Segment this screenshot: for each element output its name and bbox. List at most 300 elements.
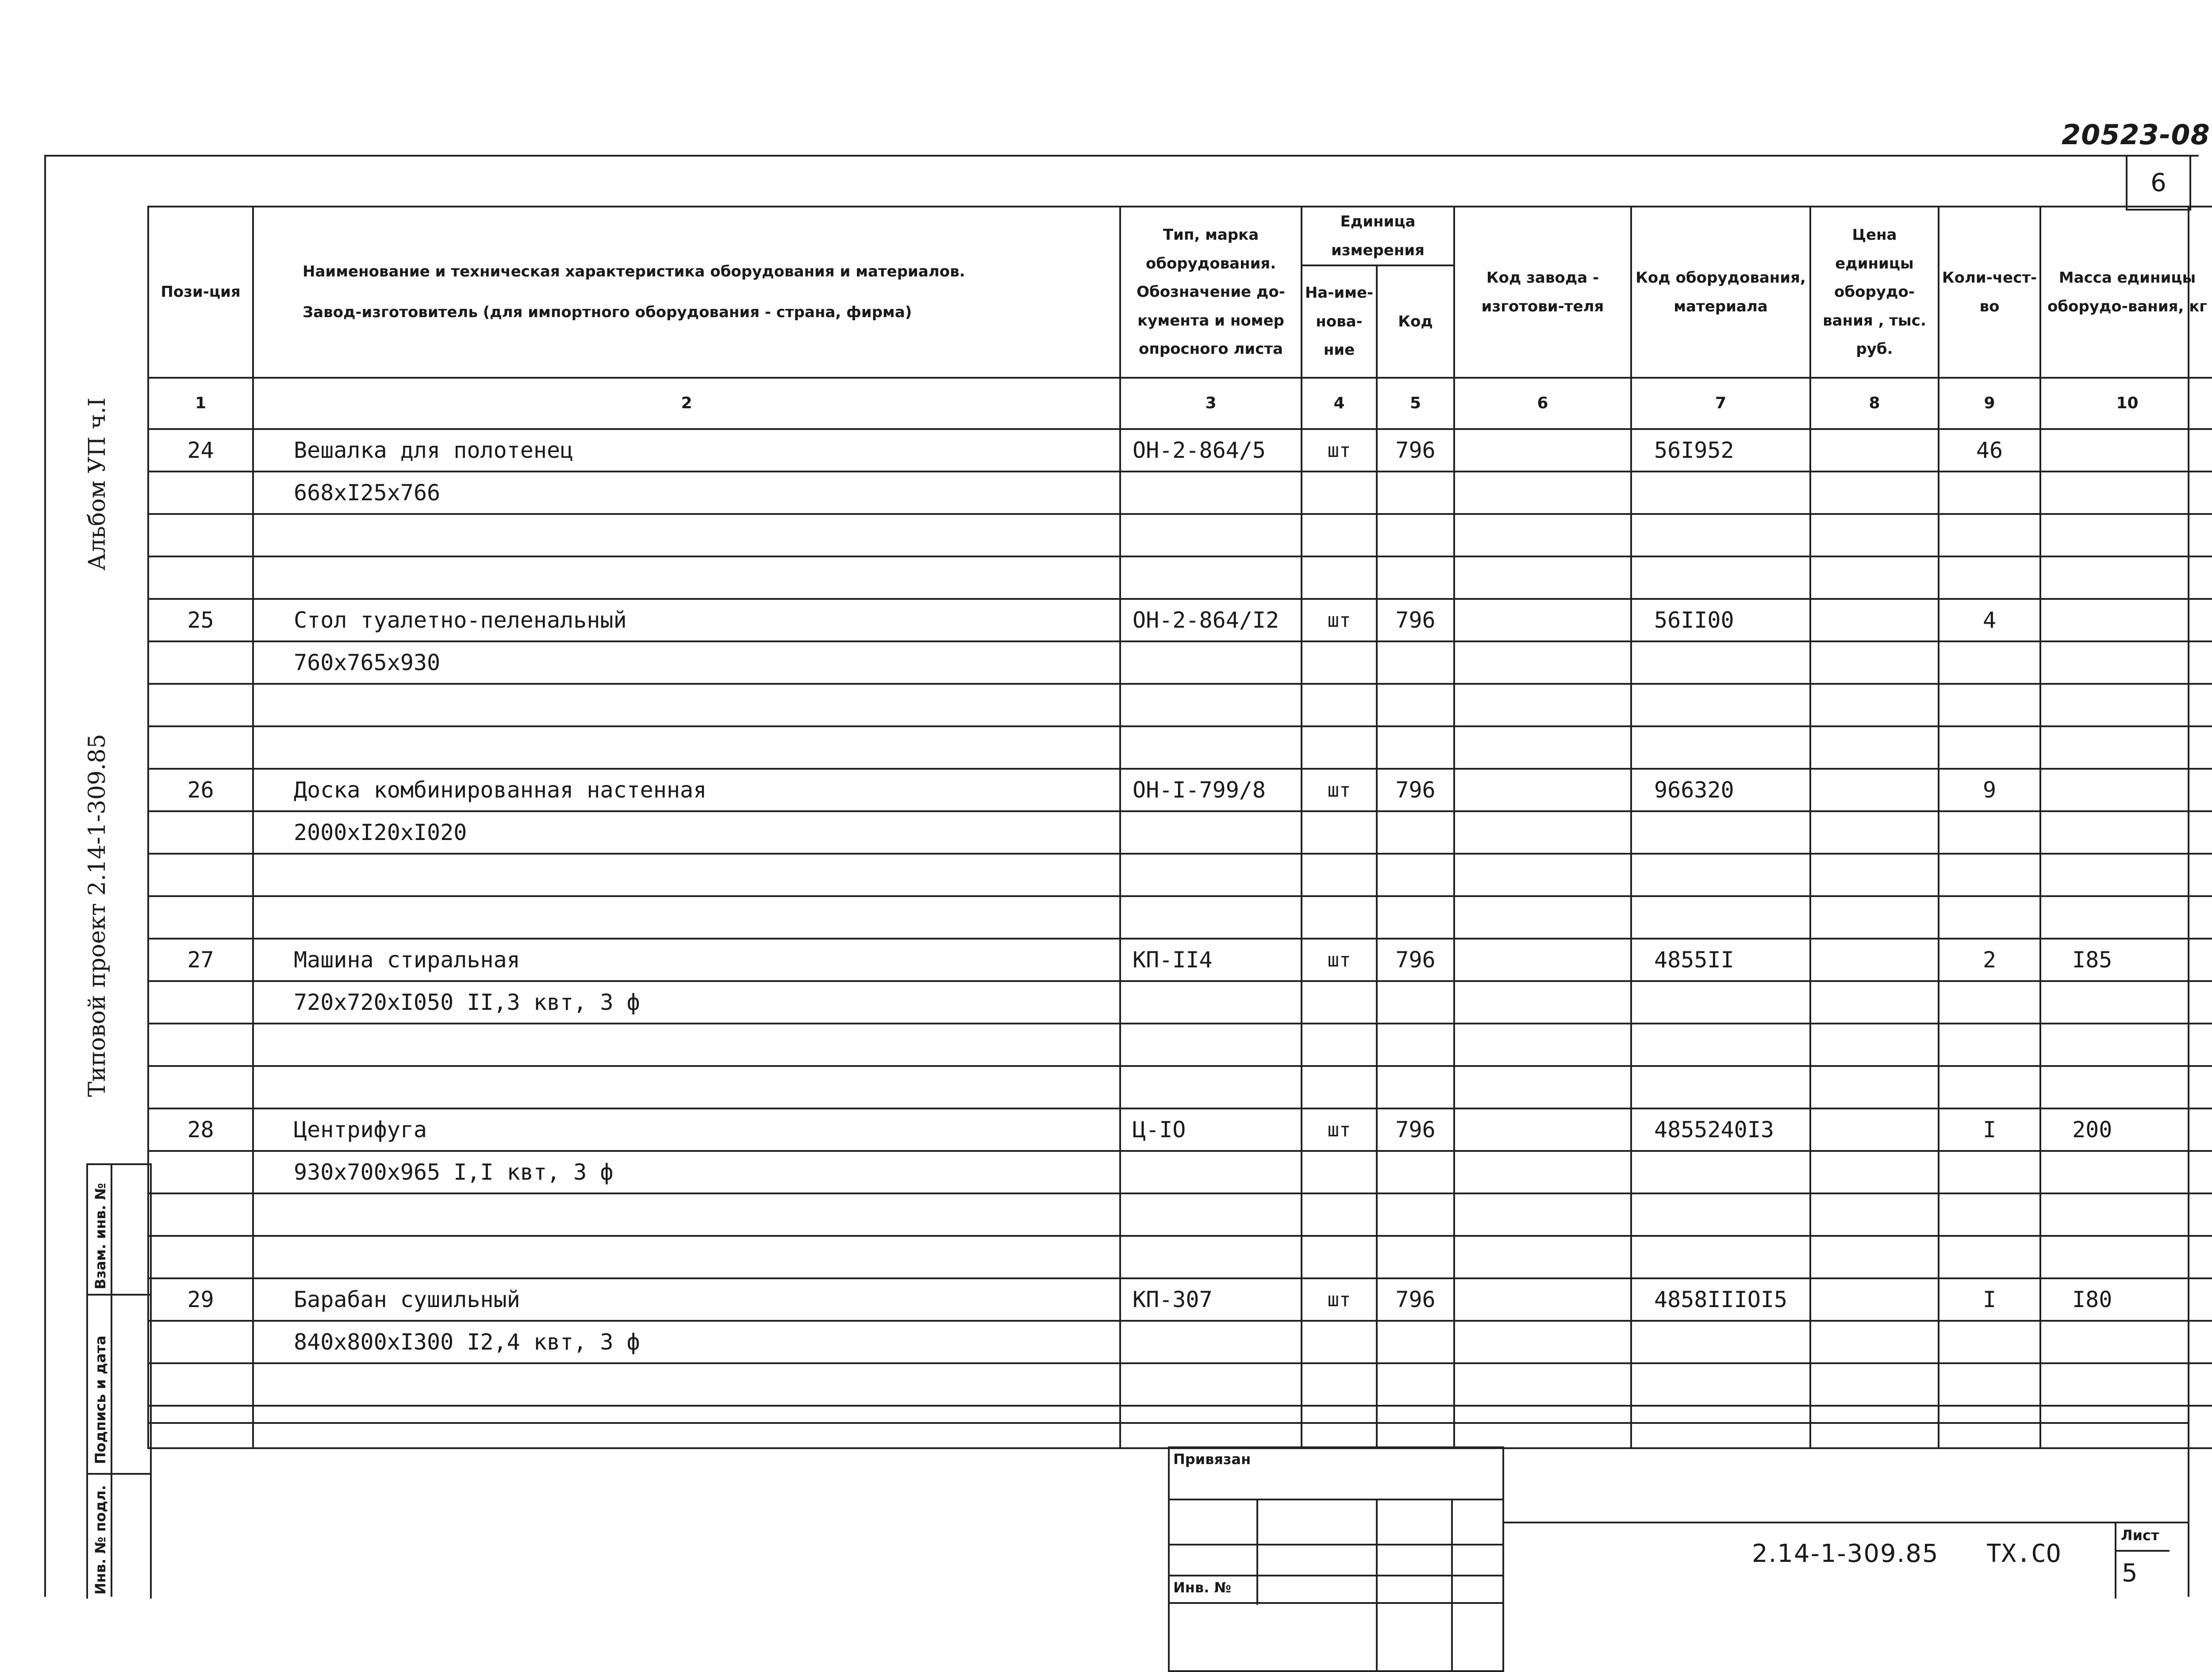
empty-cell: [253, 726, 1120, 769]
empty-cell: [1302, 684, 1377, 726]
empty-cell: [1302, 641, 1377, 684]
empty-cell: [1939, 1151, 2040, 1193]
empty-cell: [1454, 1066, 1631, 1108]
empty-cell: [2040, 981, 2212, 1024]
empty-cell: [1120, 811, 1302, 854]
col-num-6: 6: [1454, 378, 1631, 429]
table-row-empty: [148, 684, 2212, 726]
empty-cell: [1377, 1193, 1454, 1236]
factory-code-cell: [1454, 1278, 1631, 1321]
empty-cell: [1120, 556, 1302, 599]
empty-cell: [1631, 1151, 1810, 1193]
stamp-outer: [1168, 1446, 1504, 1672]
empty-cell: [1377, 1363, 1454, 1406]
empty-cell: [1302, 514, 1377, 556]
empty-cell: [253, 1236, 1120, 1278]
empty-cell: [1939, 1406, 2040, 1448]
empty-cell: [148, 1406, 253, 1448]
header-quantity: Коли-чест-во: [1939, 207, 2040, 378]
position-cell: 28: [148, 1108, 253, 1151]
col-num-2: 2: [253, 378, 1120, 429]
empty-cell: [1454, 556, 1631, 599]
empty-cell: [148, 854, 253, 896]
album-label: Альбом УП ч.I: [84, 397, 111, 571]
empty-cell: [1631, 1193, 1810, 1236]
sheet-number-box: [2115, 1522, 2170, 1599]
header-unit: Единица измерения: [1302, 207, 1454, 265]
position-cell: 26: [148, 769, 253, 811]
empty-cell: [1454, 514, 1631, 556]
empty-cell: [2040, 1066, 2212, 1108]
empty-cell: [1454, 726, 1631, 769]
header-equipment-code: Код оборудования, материала: [1631, 207, 1810, 378]
frame-top-line: [44, 155, 2199, 157]
empty-cell: [148, 726, 253, 769]
empty-cell: [253, 854, 1120, 896]
price-cell: [1810, 1278, 1939, 1321]
empty-cell: [253, 1363, 1120, 1406]
unit-cell: шт: [1302, 1278, 1377, 1321]
empty-cell: [1810, 726, 1939, 769]
empty-cell: [1120, 1193, 1302, 1236]
header-name-sub: Завод-изготовитель (для импортного оборудования - страна, фирма): [303, 303, 912, 321]
empty-cell: [1810, 684, 1939, 726]
empty-cell: [1939, 641, 2040, 684]
empty-cell: [148, 472, 253, 514]
empty-cell: [253, 1024, 1120, 1066]
empty-cell: [1939, 1066, 2040, 1108]
empty-cell: [1302, 811, 1377, 854]
unit-cell: шт: [1302, 599, 1377, 641]
name-cell: Центрифуга: [253, 1108, 1120, 1151]
table-row-spec: [148, 1151, 2212, 1193]
empty-cell: [1939, 726, 2040, 769]
empty-cell: [1302, 854, 1377, 896]
equipment-code-cell: 4855II: [1631, 939, 1810, 981]
stamp-inv-no: Инв. №: [1173, 1579, 1231, 1596]
empty-cell: [1810, 1406, 1939, 1448]
type-cell: КП-II4: [1120, 939, 1302, 981]
empty-cell: [2040, 896, 2212, 939]
mass-cell: I80: [2040, 1278, 2212, 1321]
equipment-code-cell: 56II00: [1631, 599, 1810, 641]
empty-cell: [1810, 896, 1939, 939]
empty-cell: [1631, 896, 1810, 939]
name-cell: Машина стиральная: [253, 939, 1120, 981]
col-num-7: 7: [1631, 378, 1810, 429]
empty-cell: [253, 684, 1120, 726]
col-num-4: 4: [1302, 378, 1377, 429]
empty-cell: [1302, 1066, 1377, 1108]
quantity-cell: 2: [1939, 939, 2040, 981]
table-row-empty: [148, 1406, 2212, 1448]
price-cell: [1810, 939, 1939, 981]
empty-cell: [1377, 1066, 1454, 1108]
empty-cell: [1810, 641, 1939, 684]
name-cell: Вешалка для полотенец: [253, 429, 1120, 472]
empty-cell: [1377, 472, 1454, 514]
empty-cell: [253, 556, 1120, 599]
stamp-vline-2: [1376, 1499, 1378, 1672]
empty-cell: [1810, 1151, 1939, 1193]
empty-cell: [1454, 641, 1631, 684]
empty-cell: [1377, 896, 1454, 939]
equipment-spec-table: [147, 206, 2212, 1449]
table-row-spec: [148, 1321, 2212, 1363]
empty-cell: [1939, 1363, 2040, 1406]
factory-code-cell: [1454, 939, 1631, 981]
unit-code-cell: 796: [1377, 1108, 1454, 1151]
document-code: 2.14-1-309.85: [1752, 1539, 1939, 1568]
empty-cell: [1631, 641, 1810, 684]
empty-cell: [1120, 726, 1302, 769]
empty-cell: [1454, 854, 1631, 896]
table-row-empty: [148, 896, 2212, 939]
empty-cell: [1302, 1406, 1377, 1448]
empty-cell: [1939, 1236, 2040, 1278]
empty-cell: [1810, 1193, 1939, 1236]
table-row-empty: [148, 1363, 2212, 1406]
empty-cell: [148, 556, 253, 599]
empty-cell: [1939, 896, 2040, 939]
side-stamp-divider: [111, 1163, 112, 1597]
empty-cell: [148, 1321, 253, 1363]
sheet-label: Лист: [2121, 1527, 2159, 1544]
table-row-empty: [148, 1193, 2212, 1236]
mass-cell: 200: [2040, 1108, 2212, 1151]
stamp-vline-1: [1256, 1499, 1258, 1605]
empty-cell: [1631, 556, 1810, 599]
empty-cell: [148, 1024, 253, 1066]
table-row-empty: [148, 1066, 2212, 1108]
empty-cell: [1939, 1193, 2040, 1236]
empty-cell: [1302, 1321, 1377, 1363]
type-cell: Ц-IO: [1120, 1108, 1302, 1151]
empty-cell: [253, 1406, 1120, 1448]
podpis-data-label: Подпись и дата: [92, 1335, 109, 1464]
factory-code-cell: [1454, 599, 1631, 641]
name-cell: Стол туалетно-пеленальный: [253, 599, 1120, 641]
empty-cell: [1120, 1024, 1302, 1066]
table-row-empty: [148, 514, 2212, 556]
empty-cell: [1810, 981, 1939, 1024]
empty-cell: [1302, 556, 1377, 599]
empty-cell: [148, 1193, 253, 1236]
empty-cell: [1810, 556, 1939, 599]
empty-cell: [1377, 854, 1454, 896]
table-row: [148, 1278, 2212, 1321]
empty-cell: [1302, 1363, 1377, 1406]
table-row: [148, 939, 2212, 981]
table-row-empty: [148, 1236, 2212, 1278]
type-cell: КП-307: [1120, 1278, 1302, 1321]
unit-cell: шт: [1302, 429, 1377, 472]
table-header-row: [148, 207, 2212, 265]
table-row: [148, 599, 2212, 641]
type-cell: ОН-I-799/8: [1120, 769, 1302, 811]
empty-cell: [1377, 981, 1454, 1024]
empty-cell: [1454, 1321, 1631, 1363]
equipment-code-cell: 56I952: [1631, 429, 1810, 472]
position-cell: 29: [148, 1278, 253, 1321]
empty-cell: [2040, 556, 2212, 599]
dimensions-cell: 668xI25x766: [253, 472, 1120, 514]
type-cell: ОН-2-864/I2: [1120, 599, 1302, 641]
empty-cell: [1454, 684, 1631, 726]
empty-cell: [1810, 1236, 1939, 1278]
stamp-vline-3: [1451, 1499, 1453, 1672]
factory-code-cell: [1454, 429, 1631, 472]
empty-cell: [1631, 1406, 1810, 1448]
empty-cell: [1302, 896, 1377, 939]
empty-cell: [1377, 556, 1454, 599]
empty-cell: [1377, 1321, 1454, 1363]
empty-cell: [1631, 811, 1810, 854]
empty-cell: [1120, 514, 1302, 556]
table-row: [148, 1108, 2212, 1151]
unit-code-cell: 796: [1377, 769, 1454, 811]
document-mark: ТХ.СО: [1986, 1539, 2061, 1568]
stamp-line-1: [1168, 1499, 1504, 1500]
empty-cell: [1454, 1363, 1631, 1406]
empty-cell: [253, 514, 1120, 556]
equipment-code-cell: 4855240I3: [1631, 1108, 1810, 1151]
factory-code-cell: [1454, 1108, 1631, 1151]
empty-cell: [1939, 514, 2040, 556]
empty-cell: [1120, 472, 1302, 514]
empty-cell: [2040, 1236, 2212, 1278]
empty-cell: [253, 896, 1120, 939]
empty-cell: [2040, 472, 2212, 514]
mass-cell: [2040, 769, 2212, 811]
unit-cell: шт: [1302, 769, 1377, 811]
quantity-cell: 4: [1939, 599, 2040, 641]
empty-cell: [1939, 556, 2040, 599]
empty-cell: [1120, 1406, 1302, 1448]
col-num-10: 10: [2040, 378, 2212, 429]
header-price: Цена единицы оборудо-вания , тыс. руб.: [1810, 207, 1939, 378]
sheet-number: 5: [2122, 1559, 2138, 1588]
quantity-cell: I: [1939, 1278, 2040, 1321]
table-row-spec: [148, 472, 2212, 514]
table-row-empty: [148, 726, 2212, 769]
empty-cell: [2040, 1406, 2212, 1448]
empty-cell: [1120, 641, 1302, 684]
empty-cell: [1939, 1024, 2040, 1066]
unit-cell: шт: [1302, 939, 1377, 981]
empty-cell: [1939, 811, 2040, 854]
quantity-cell: 46: [1939, 429, 2040, 472]
empty-cell: [1120, 1363, 1302, 1406]
empty-cell: [1302, 1024, 1377, 1066]
header-name-main: Наименование и техническая характеристика оборудования и материалов.: [303, 262, 965, 280]
page-number-box: [2126, 155, 2191, 211]
empty-cell: [2040, 1193, 2212, 1236]
empty-cell: [148, 1363, 253, 1406]
stamp-box: [1168, 1446, 1504, 1672]
empty-cell: [2040, 811, 2212, 854]
table-body: [148, 429, 2212, 1448]
empty-cell: [1120, 981, 1302, 1024]
table-row-spec: [148, 811, 2212, 854]
empty-cell: [1810, 1024, 1939, 1066]
empty-cell: [1302, 1151, 1377, 1193]
position-cell: 25: [148, 599, 253, 641]
empty-cell: [1120, 684, 1302, 726]
page-number: 6: [2151, 168, 2166, 197]
empty-cell: [1631, 726, 1810, 769]
empty-cell: [1810, 472, 1939, 514]
header-unit-name: На-име-нова-ние: [1302, 265, 1377, 378]
empty-cell: [1939, 684, 2040, 726]
empty-cell: [1120, 1236, 1302, 1278]
empty-cell: [1631, 854, 1810, 896]
name-cell: Барабан сушильный: [253, 1278, 1120, 1321]
stamp-line-3: [1168, 1575, 1504, 1576]
table-row-spec: [148, 981, 2212, 1024]
empty-cell: [1631, 981, 1810, 1024]
empty-cell: [1631, 1066, 1810, 1108]
side-stamp-line-1: [86, 1294, 150, 1296]
empty-cell: [1454, 1236, 1631, 1278]
empty-cell: [148, 684, 253, 726]
table-row: [148, 769, 2212, 811]
header-position: Пози-ция: [148, 207, 253, 378]
table-row: [148, 429, 2212, 472]
header-mass: Масса единицы оборудо-вания, кг: [2040, 207, 2212, 378]
empty-cell: [148, 641, 253, 684]
empty-cell: [1120, 1151, 1302, 1193]
empty-cell: [1302, 472, 1377, 514]
empty-cell: [148, 981, 253, 1024]
header-factory-code: Код завода - изготови-теля: [1454, 207, 1631, 378]
empty-cell: [1377, 726, 1454, 769]
empty-cell: [1454, 896, 1631, 939]
unit-cell: шт: [1302, 1108, 1377, 1151]
table-row-spec: [148, 641, 2212, 684]
table-bottom-line: [147, 1422, 2188, 1424]
empty-cell: [1631, 1321, 1810, 1363]
empty-cell: [1631, 1024, 1810, 1066]
empty-cell: [1377, 811, 1454, 854]
header-unit-code: Код: [1377, 265, 1454, 378]
empty-cell: [1631, 684, 1810, 726]
empty-cell: [1377, 514, 1454, 556]
table-row-empty: [148, 854, 2212, 896]
project-label: Типовой проект 2.14-1-309.85: [84, 734, 111, 1097]
empty-cell: [1631, 472, 1810, 514]
empty-cell: [1377, 1024, 1454, 1066]
col-num-9: 9: [1939, 378, 2040, 429]
dimensions-cell: 760x765x930: [253, 641, 1120, 684]
stamp-line-4: [1168, 1602, 1504, 1604]
price-cell: [1810, 1108, 1939, 1151]
equipment-code-cell: 4858IIIOI5: [1631, 1278, 1810, 1321]
empty-cell: [1377, 1236, 1454, 1278]
empty-cell: [1302, 1236, 1377, 1278]
empty-cell: [2040, 1321, 2212, 1363]
table-row-empty: [148, 1024, 2212, 1066]
frame-left-line: [44, 155, 46, 1597]
empty-cell: [148, 514, 253, 556]
factory-code-cell: [1454, 769, 1631, 811]
empty-cell: [1454, 1024, 1631, 1066]
empty-cell: [1120, 896, 1302, 939]
empty-cell: [1810, 854, 1939, 896]
empty-cell: [1939, 981, 2040, 1024]
empty-cell: [1810, 514, 1939, 556]
empty-cell: [1120, 854, 1302, 896]
unit-code-cell: 796: [1377, 599, 1454, 641]
empty-cell: [1631, 514, 1810, 556]
equipment-code-cell: 966320: [1631, 769, 1810, 811]
quantity-cell: 9: [1939, 769, 2040, 811]
empty-cell: [148, 811, 253, 854]
empty-cell: [2040, 1151, 2212, 1193]
stamp-privyazan: Привязан: [1173, 1451, 1251, 1468]
column-number-row: [148, 378, 2212, 429]
empty-cell: [148, 896, 253, 939]
empty-cell: [1939, 854, 2040, 896]
type-cell: ОН-2-864/5: [1120, 429, 1302, 472]
empty-cell: [1939, 472, 2040, 514]
empty-cell: [1454, 981, 1631, 1024]
empty-cell: [1810, 1066, 1939, 1108]
sheet-code: 20523-08: [2062, 119, 2210, 151]
empty-cell: [2040, 684, 2212, 726]
header-type: Тип, марка оборудования. Обозначение до-кумента и номер опросного листа: [1120, 207, 1302, 378]
empty-cell: [1454, 472, 1631, 514]
name-cell: Доска комбинированная настенная: [253, 769, 1120, 811]
empty-cell: [148, 1236, 253, 1278]
unit-code-cell: 796: [1377, 1278, 1454, 1321]
empty-cell: [2040, 641, 2212, 684]
dimensions-cell: 2000xI20xI020: [253, 811, 1120, 854]
col-num-5: 5: [1377, 378, 1454, 429]
sheet-box-divider: [2116, 1550, 2170, 1552]
header-name: [253, 207, 1120, 378]
dimensions-cell: 720x720xI050 II,3 квт, 3 ф: [253, 981, 1120, 1024]
mass-cell: [2040, 429, 2212, 472]
title-block-top-line: [1504, 1522, 2188, 1523]
empty-cell: [1377, 1151, 1454, 1193]
inv-podl-label: Инв. № подл.: [92, 1485, 109, 1595]
empty-cell: [253, 1193, 1120, 1236]
position-cell: 27: [148, 939, 253, 981]
empty-cell: [148, 1151, 253, 1193]
empty-cell: [1810, 1321, 1939, 1363]
empty-cell: [2040, 1024, 2212, 1066]
empty-cell: [1377, 641, 1454, 684]
col-num-3: 3: [1120, 378, 1302, 429]
mass-cell: [2040, 599, 2212, 641]
side-stamp-line-2: [86, 1473, 150, 1475]
vzam-inv-label: Взам. инв. №: [92, 1183, 109, 1289]
empty-cell: [1120, 1066, 1302, 1108]
empty-cell: [2040, 854, 2212, 896]
dimensions-cell: 930x700x965 I,I квт, 3 ф: [253, 1151, 1120, 1193]
empty-cell: [1120, 1321, 1302, 1363]
quantity-cell: I: [1939, 1108, 2040, 1151]
empty-cell: [2040, 514, 2212, 556]
empty-cell: [148, 1066, 253, 1108]
price-cell: [1810, 599, 1939, 641]
stamp-line-2: [1168, 1544, 1504, 1545]
empty-cell: [1454, 1151, 1631, 1193]
position-cell: 24: [148, 429, 253, 472]
price-cell: [1810, 769, 1939, 811]
empty-cell: [1454, 811, 1631, 854]
